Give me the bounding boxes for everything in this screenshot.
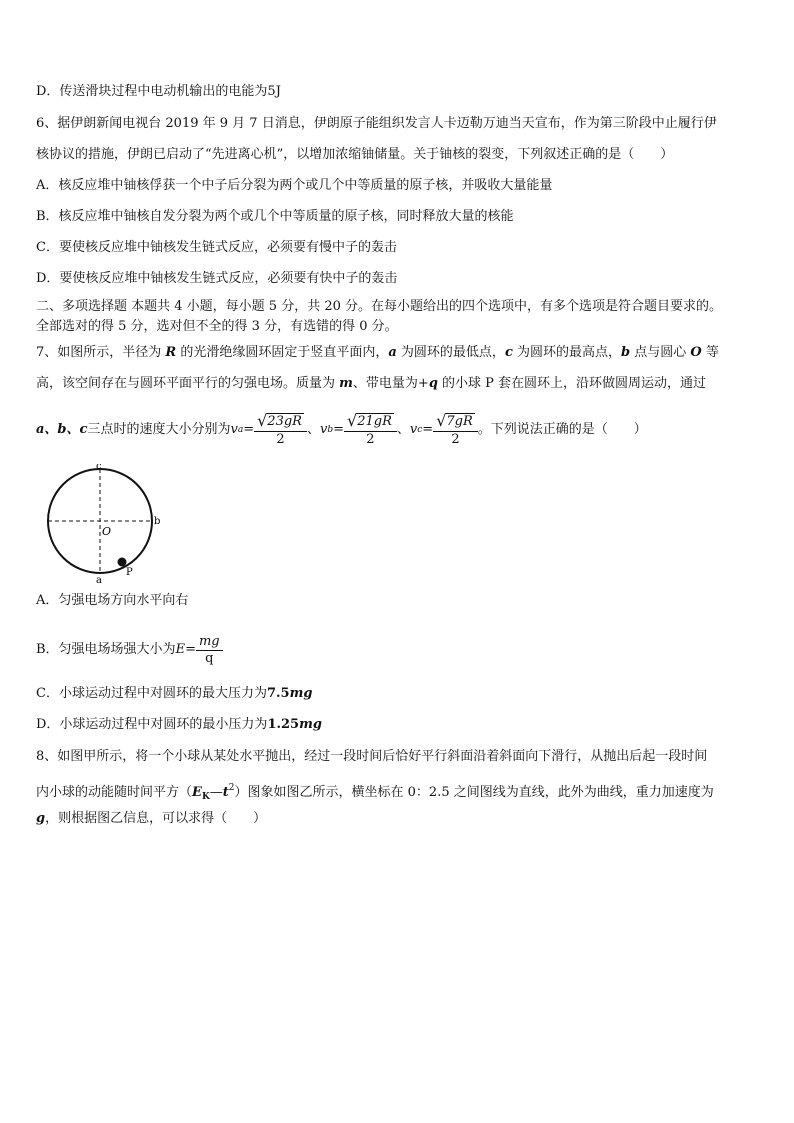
q8-stem-line1: 8、如图甲所示，将一个小球从某处水平抛出，经过一段时间后恰好平行斜面沿着斜面向下滑行，从抛出后起一段时间 [36,749,708,764]
q6-option-b: B．核反应堆中铀核自发分裂为两个或几个中等质量的原子核，同时释放大量的核能 [36,209,514,224]
q6-option-a: A．核反应堆中铀核俘获一个中子后分裂为两个或几个中等质量的原子核，并吸收大量能量 [36,178,553,193]
q7-option-d: D．小球运动过程中对圆环的最小压力为1.25mg [36,717,322,732]
q5-option-d: D．传送滑块过程中电动机输出的电能为5J [36,84,281,99]
label-a: a [96,575,102,584]
label-p: P [126,567,133,578]
q7-option-b: B．匀强电场场强大小为 E = $\frac{mg}{q}$ [36,628,758,672]
q6-stem-line2: 核协议的措施，伊朗已启动了“先进离心机”，以增加浓缩铀储量。关于铀核的裂变，下列叙述正确的是（ ） [36,147,674,162]
label-c: c [96,464,102,472]
q7-option-c: C．小球运动过程中对圆环的最大压力为7.5mg [36,686,313,701]
q7-option-a: A．匀强电场方向水平向右 [36,593,189,608]
label-o: O [102,525,112,538]
q7-stem-line1: 7、如图所示，半径为 R 的光滑绝缘圆环固定于竖直平面内，a 为圆环的最低点，c 为圆环的最高点，b 点与圆心 O 等 [36,345,719,360]
circle-ring-diagram [40,464,170,584]
section2-instructions-line2: 全部选对的得 5 分，选对但不全的得 3 分，有选错的得 0 分。 [36,319,398,334]
q7-stem-line2: 高，该空间存在与圆环平面平行的匀强电场。质量为 m、带电量为+q 的小球 P 套在圆环上，沿环做圆周运动，通过 [36,376,707,391]
section2-instructions-line1: 二、多项选择题 本题共 4 小题，每小题 5 分，共 20 分。在每小题给出的四个选项中，有多个选项是符合题目要求的。 [36,299,723,314]
formula-vc: v c = √ 7gR 2 [410,413,478,448]
formula-va: v a = √ 23gR 2 [230,413,307,448]
q6-option-c: C．要使核反应堆中铀核发生链式反应，必须要有慢中子的轰击 [36,240,397,255]
q8-stem-line2: 内小球的动能随时间平方$(E_K—t^2)$图象如图乙所示，横坐标在 0：2.5 之间图线为直线，此外为曲线，重力加速度为 [36,783,714,802]
q6-option-d: D．要使核反应堆中铀核发生链式反应，必须要有快中子的轰击 [36,271,398,286]
formula-vb: v b = √ 21gR 2 [320,413,397,448]
q8-stem-line3: g，则根据图乙信息，可以求得（ ） [36,811,267,826]
label-b: b [154,516,161,527]
q7-stem-line3: a、b、c 三点时的速度大小分别为 v a = √ 23gR 2 、 v b = √ 21gR 2 、 v c = √ 7gR 2 。下列说法正确的是（ ） [36,410,647,447]
q6-stem-line1: 6、据伊朗新闻电视台 2019 年 9 月 7 日消息，伊朗原子能组织发言人卡迈勒万迪当天宣布，作为第三阶段中止履行伊 [36,116,717,131]
ball-p [118,558,127,567]
